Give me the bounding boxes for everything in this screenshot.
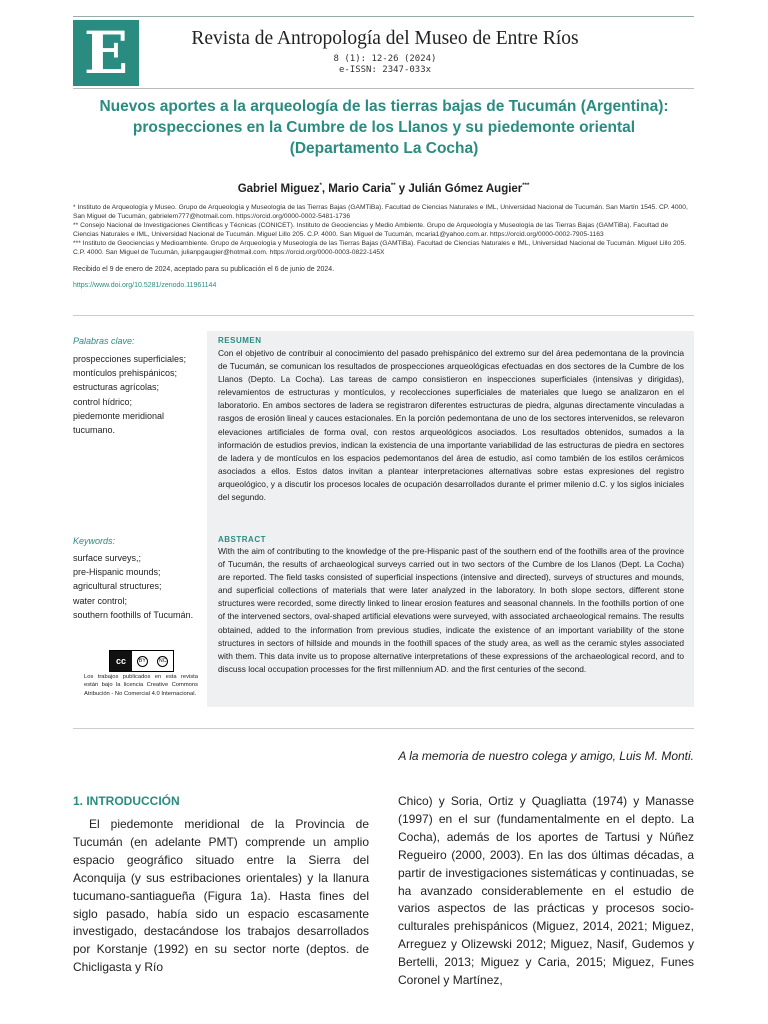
keyword: pre-Hispanic mounds; xyxy=(73,567,161,578)
abstract-text: With the aim of contributing to the knowledge of the pre-Hispanic past of the southern end of the foothills area of the province of Tucumán, the results of archaeological surveys carried out in two sectors of the Cumbre de los Llanos (Dept. La Cocha) are reported. The field tasks consisted of superficial inspections (intensive and directed), surveys of structures and mounds, and superficial collections of materials that were later analyzed in the laboratory. In both slope sectors, different stone structures were recorded, some directly linked to linear erosion features and seasonal channels. In the foothills portion of one of the intervened sectors, oval-shaped artificial elevations were surveyed, with associated archaeological remains. The results obtained, added to the information from previous studies, indicate the existence of an important variability of the stone structures in sectors of hillside and mounds in the foothill spaces of the study area, as well as the ceramic styles associated with them. This data invite us to propose alternative interpretations of these expressions of the archaeological record, and to discuss local occupation processes for the first millennium AD. and the first centuries of the second. xyxy=(218,546,684,674)
doi-link[interactable]: https://www.doi.org/10.5281/zenodo.11961144 xyxy=(73,282,217,289)
nc-icon: NC xyxy=(157,656,168,667)
author-separator: , xyxy=(321,183,329,195)
abstract-rule xyxy=(73,728,694,729)
author-mark: ** xyxy=(390,183,396,190)
section-heading: 1. INTRODUCCIÓN xyxy=(73,794,180,808)
authors xyxy=(73,183,694,195)
author-mark: *** xyxy=(522,183,530,190)
journal-logo: E xyxy=(73,20,139,86)
author-name: Gabriel Miguez xyxy=(237,183,320,195)
author-mark: * xyxy=(319,183,322,190)
header-rule xyxy=(73,88,694,89)
cc-icon: cc xyxy=(110,651,132,671)
cc-license-badge[interactable] xyxy=(109,650,174,672)
keyword: water control; xyxy=(73,595,128,606)
keyword: prospecciones superficiales; xyxy=(73,354,187,364)
keywords-en-list xyxy=(73,551,201,622)
keywords-en-heading: Keywords: xyxy=(73,536,116,546)
title-line: Nuevos aportes a la arqueología de las tierras bajas de Tucumán (Argentina): xyxy=(99,98,669,115)
keywords-es-list xyxy=(73,352,201,437)
keyword: tucumano. xyxy=(73,425,116,436)
body-column-2: Chico) y Soria, Ortiz y Quagliatta (1974) y Manasse (1997) en el sur (fundamentalmente en el depto. La Cocha), además de los aportes de Tartusi y Núñez Regueiro (2000, 2003). En las dos últimas décadas, a partir de investigaciones sistemáticas y continuadas, se ha avanzado considerablemente en el estudio de varios aspectos de las prácticas y procesos socio-culturales prehispánicos (Miguez, 2014, 2021; Miguez, Arreguez y Olizewski 2012; Miguez, Nasif, Gudemos y Bertelli, 2013; Miguez y Caria, 2015; Miguez, Funes Coronel y Martínez, xyxy=(398,794,694,988)
keyword: agricultural structures; xyxy=(73,581,162,592)
keyword: southern foothills of Tucumán. xyxy=(73,609,194,620)
resumen-heading: RESUMEN xyxy=(218,336,262,345)
abstract xyxy=(218,535,684,676)
keyword: control hídrico; xyxy=(73,396,133,407)
affiliation: * Instituto de Arqueología y Museo. Grupo de Arqueología y Museología de las Tierras Bajas (GAMTiBa). Facultad de Ciencias Naturales e IML, Universidad Nacional de Tucumán. San Martín 1545. CP. 4000, San Miguel de Tucumán, gabrielem777@hotmail.com. https://orcid.org/0000-0002-5481-1736 xyxy=(73,204,688,220)
by-icon: BY xyxy=(137,656,148,667)
keywords-es-heading: Palabras clave: xyxy=(73,336,135,346)
received-dates: Recibido el 9 de enero de 2024, aceptado para su publicación el 6 de junio de 2024. xyxy=(73,266,335,273)
affiliation: *** Instituto de Geociencias y Medioambiente. Grupo de Arqueología y Museología de las Tierras Bajas (GAMTiBa). Facultad de Ciencias Naturales e IML, Universidad Nacional de Tucumán. Miguel Lillo 205. C.P. 4000. San Miguel de Tucumán, julianpgaugier@hotmail.com. https://orcid.org/0000-0003-0822-145X xyxy=(73,239,687,256)
title-line: (Departamento La Cocha) xyxy=(289,140,479,157)
keyword: surface surveys,; xyxy=(73,553,142,563)
keywords-en xyxy=(73,536,201,622)
top-rule xyxy=(73,16,694,17)
journal-name: Revista de Antropología del Museo de Entre Ríos xyxy=(191,28,579,49)
author-separator: y xyxy=(395,183,409,195)
keyword: piedemonte meridional xyxy=(73,410,165,421)
body-column-1: El piedemonte meridional de la Provincia de Tucumán (en adelante PMT) comprende un amplio espacio geográfico situado entre la Sierra del Aconquija (y sus estribaciones orientales) y la llanura tucumano-santiagueña (Figura 1a). Hasta fines del siglo pasado, había sido un espacio escasamente investigado, destacándose los trabajos desarrollados por Korstanje (1992) en su sector norte (deptos. de Chicligasta y Río xyxy=(73,817,369,975)
issue-number: 8 (1): 12-26 (2024) xyxy=(333,54,437,64)
author-name: Julián Gómez Augier xyxy=(408,183,523,195)
license-text: Los trabajos publicados en esta revista están bajo la licencia Creative Commons Atribución - No Comercial 4.0 Internacional. xyxy=(84,674,198,697)
keywords-es xyxy=(73,336,201,437)
author-name: Mario Caria xyxy=(328,183,391,195)
resumen-text: Con el objetivo de contribuir al conocimiento del pasado prehispánico del extremo sur del área pedemontana de la provincia de Tucumán, se comunican los resultados de prospecciones arqueológicas efectuadas en dos sectores de la Cumbre de los Llanos (Depto. La Cocha). Las tareas de campo consistieron en inspecciones superficiales (intensivas y dirigidas), relevamientos de estructuras y montículos, y recolecciones superficiales de materiales que luego se analizaron en el laboratorio. En ambos sectores de ladera se registraron diferentes estructuras de piedra, algunas directamente vinculadas a rasgos de erosión lineal y cauces estacionales. En la porción pedemontana de uno de los sectores intervenidos, se relevaron elevaciones artificiales de forma oval, con restos arqueológicos asociados. Los resultados obtenidos, sumados a la información de estudios previos, indican la existencia de una importante variabilidad de las estructuras de piedra en sectores de ladera y de montículos en los espacios pedemontanos del área de estudio, así como también de los estilos cerámicos asociados a ellos. Estos datos invitan a plantear interpretaciones alternativas sobre estas expresiones del registro arqueológico, y a discutir los procesos locales de ocupación desarrollados durante el primer milenio d.C. y los siglos iniciales del segundo. xyxy=(218,348,684,503)
title-line: prospecciones en la Cumbre de los Llanos y su piedemonte oriental xyxy=(132,119,636,136)
eissn: e-ISSN: 2347-033x xyxy=(338,65,432,75)
affiliation: ** Consejo Nacional de Investigaciones Científicas y Técnicas (CONICET). Instituto de Geociencias y Medio Ambiente. Grupo de Arqueología y Museología de las Tierras Bajas (GAMTiBa). Facultad de Ciencias Naturales e IML, Universidad Nacional de Tucumán. Miguel Lillo 205. C.P. 4000. San Miguel de Tucumán, mcaria1@yahoo.com.ar. https://orcid.org/0000-0002-7905-1163 xyxy=(73,221,669,238)
dedication: A la memoria de nuestro colega y amigo, Luis M. Monti. xyxy=(398,749,694,763)
cc-terms xyxy=(132,651,173,671)
issue-info xyxy=(150,54,620,76)
section-rule xyxy=(73,315,694,316)
affiliations xyxy=(73,204,694,257)
keyword: estructuras agrícolas; xyxy=(73,382,160,393)
keyword: montículos prehispánicos; xyxy=(73,368,178,379)
resumen xyxy=(218,336,684,504)
article-title xyxy=(90,96,678,159)
abstract-heading: ABSTRACT xyxy=(218,535,266,544)
